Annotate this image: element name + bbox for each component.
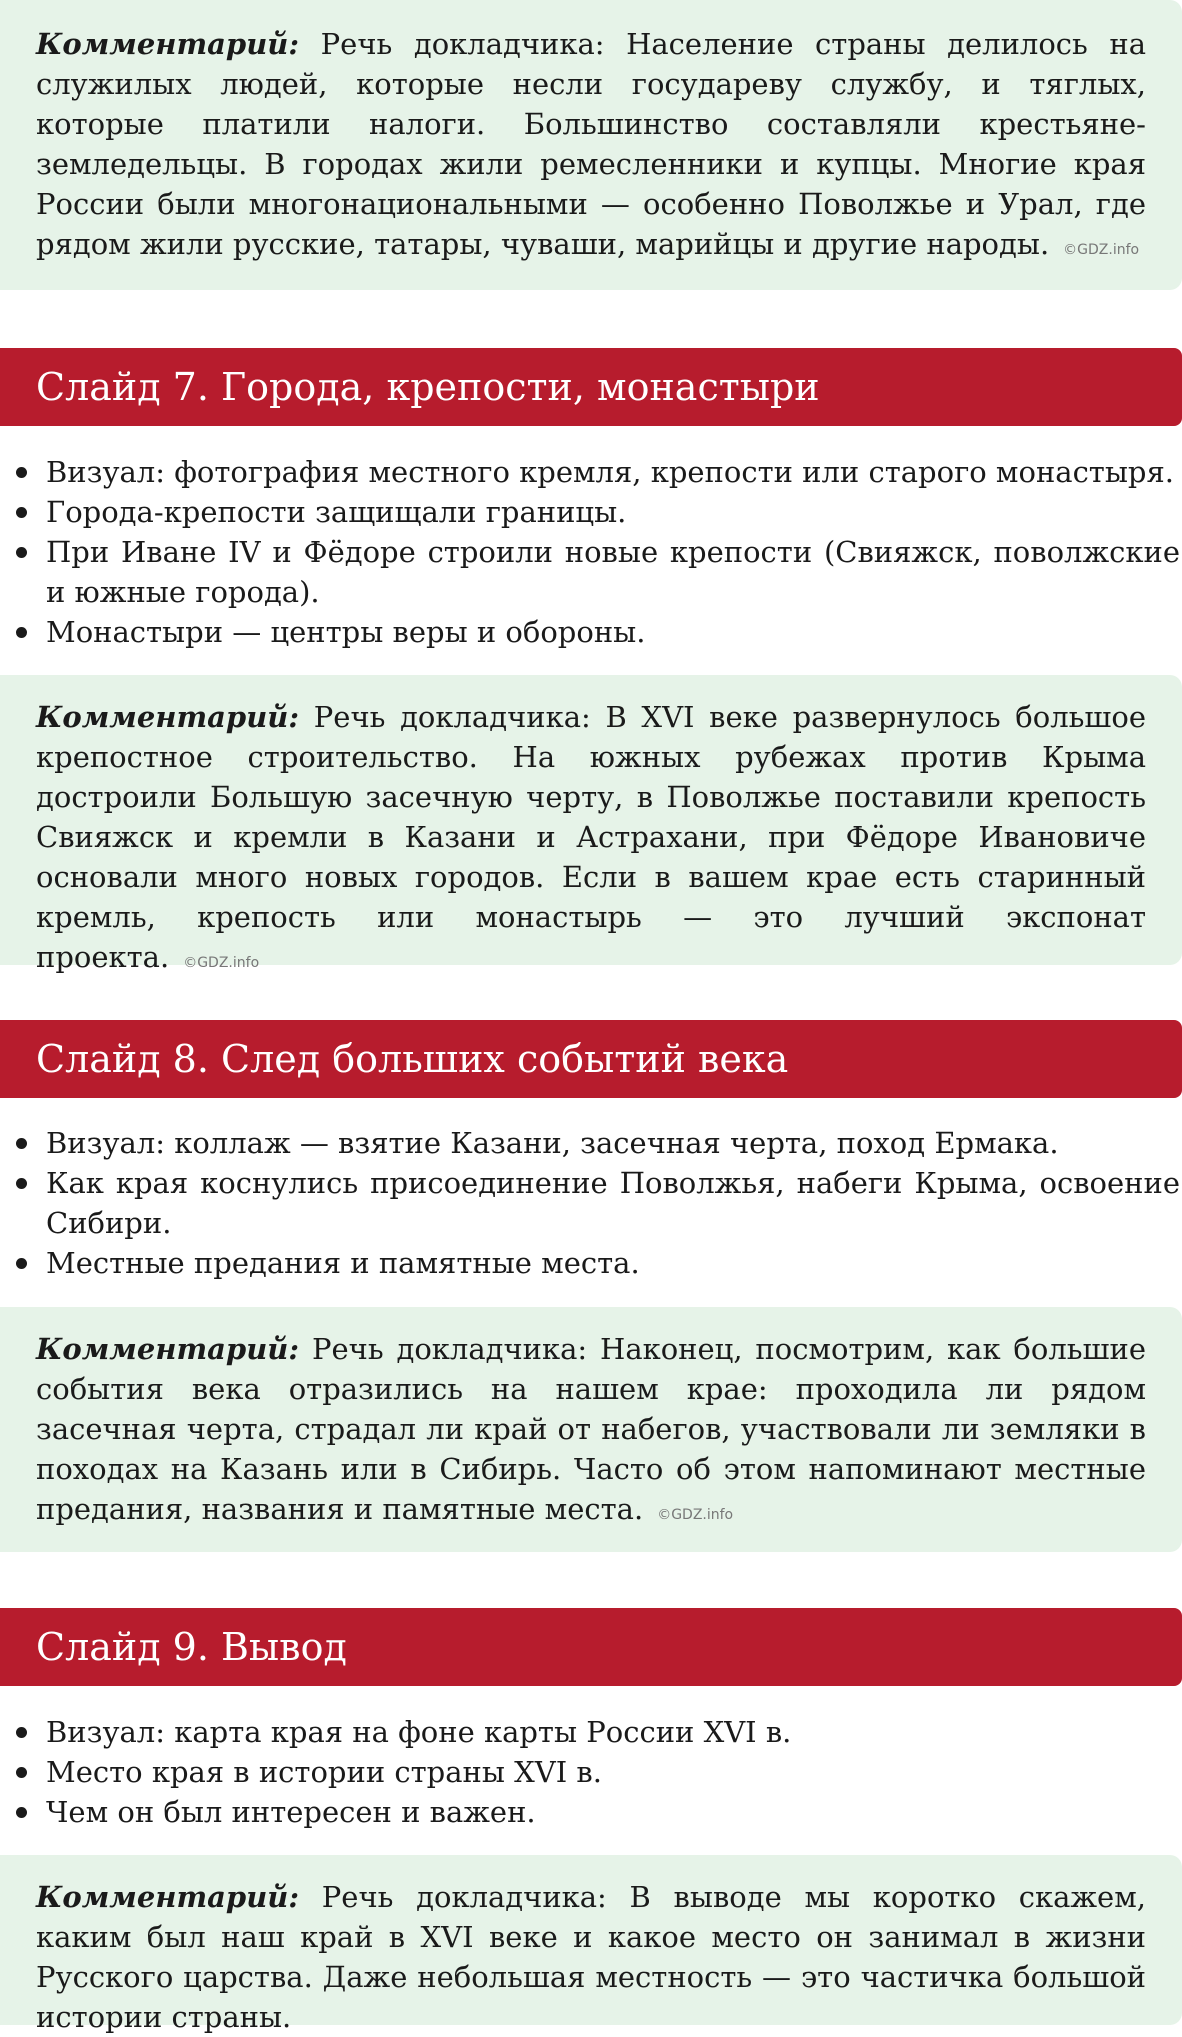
comment-label: Комментарий: bbox=[36, 1880, 300, 1914]
watermark: ©GDZ.info bbox=[657, 1507, 734, 1523]
bullet-item: Как края коснулись присоединение Поволжья, набеги Крыма, освоение Сибири. bbox=[46, 1163, 1180, 1243]
comment-body: Речь докладчика: Наконец, посмотрим, как большие события века отразились на нашем крае: проходила ли рядом засечная черта, страдал ли край от набегов, участвовали ли земляки в походах на Казань или в Сибирь. Часто об этом напоминают местные предания, названия и памятные места. bbox=[36, 1332, 1147, 1526]
slide-8-header: Слайд 8. След больших событий века bbox=[0, 1020, 1182, 1098]
slide-7-bullets bbox=[0, 452, 1182, 652]
comment-box bbox=[0, 675, 1182, 974]
comment-text bbox=[36, 697, 1146, 983]
comment-body: Речь докладчика: Население страны делилось на служилых людей, которые несли государеву службу, и тяглых, которые платили налоги. Большинство составляли крестьяне-земледельцы. В городах жили ремесленники и купцы. Многие края России были многонациональными — особенно Поволжье и Урал, где рядом жили русские, татары, чуваши, марийцы и другие народы. bbox=[36, 27, 1146, 261]
comment-box bbox=[0, 1855, 1182, 2034]
bullet-item: Местные предания и памятные места. bbox=[46, 1243, 1180, 1283]
comment-body: Речь докладчика: В выводе мы коротко скажем, каким был наш край в XVI веке и какое место он занимал в жизни Русского царства. Даже небольшая местность — это частичка большой истории страны. bbox=[36, 1880, 1146, 2034]
bullet-item: Монастыри — центры веры и обороны. bbox=[46, 612, 1180, 652]
comment-box bbox=[0, 0, 1182, 290]
slide-9-header: Слайд 9. Вывод bbox=[0, 1608, 1182, 1686]
slide-7-header: Слайд 7. Города, крепости, монастыри bbox=[0, 348, 1182, 426]
comment-label: Комментарий: bbox=[36, 700, 300, 734]
bullet-item: Визуал: фотография местного кремля, крепости или старого монастыря. bbox=[46, 452, 1180, 492]
bullet-item: Визуал: карта края на фоне карты России XVI в. bbox=[46, 1712, 1180, 1752]
slide-9-bullets bbox=[0, 1712, 1182, 1832]
watermark: ©GDZ.info bbox=[1063, 242, 1140, 258]
comment-body: Речь докладчика: В XVI веке развернулось большое крепостное строительство. На южных рубежах против Крыма достроили Большую засечную черту, в Поволжье поставили крепость Свияжск и кремли в Казани и Астрахани, при Фёдоре Ивановиче основали много новых городов. Если в вашем крае есть старинный кремль, крепость или монастырь — это лучший экспонат проекта. bbox=[36, 700, 1146, 974]
comment-text bbox=[36, 1877, 1146, 2037]
bullet-item: Место края в истории страны XVI в. bbox=[46, 1752, 1180, 1792]
bullet-item: Чем он был интересен и важен. bbox=[46, 1792, 1180, 1832]
comment-text bbox=[36, 24, 1146, 270]
comment-label: Комментарий: bbox=[36, 27, 300, 61]
comment-text bbox=[36, 1329, 1146, 1535]
comment-label: Комментарий: bbox=[36, 1332, 300, 1366]
watermark: ©GDZ.info bbox=[183, 955, 260, 971]
slide-8-bullets bbox=[0, 1123, 1182, 1283]
bullet-item: Визуал: коллаж — взятие Казани, засечная черта, поход Ермака. bbox=[46, 1123, 1180, 1163]
comment-box bbox=[0, 1307, 1182, 1552]
bullet-item: Города-крепости защищали границы. bbox=[46, 492, 1180, 532]
bullet-item: При Иване IV и Фёдоре строили новые крепости (Свияжск, поволжские и южные города). bbox=[46, 532, 1180, 612]
